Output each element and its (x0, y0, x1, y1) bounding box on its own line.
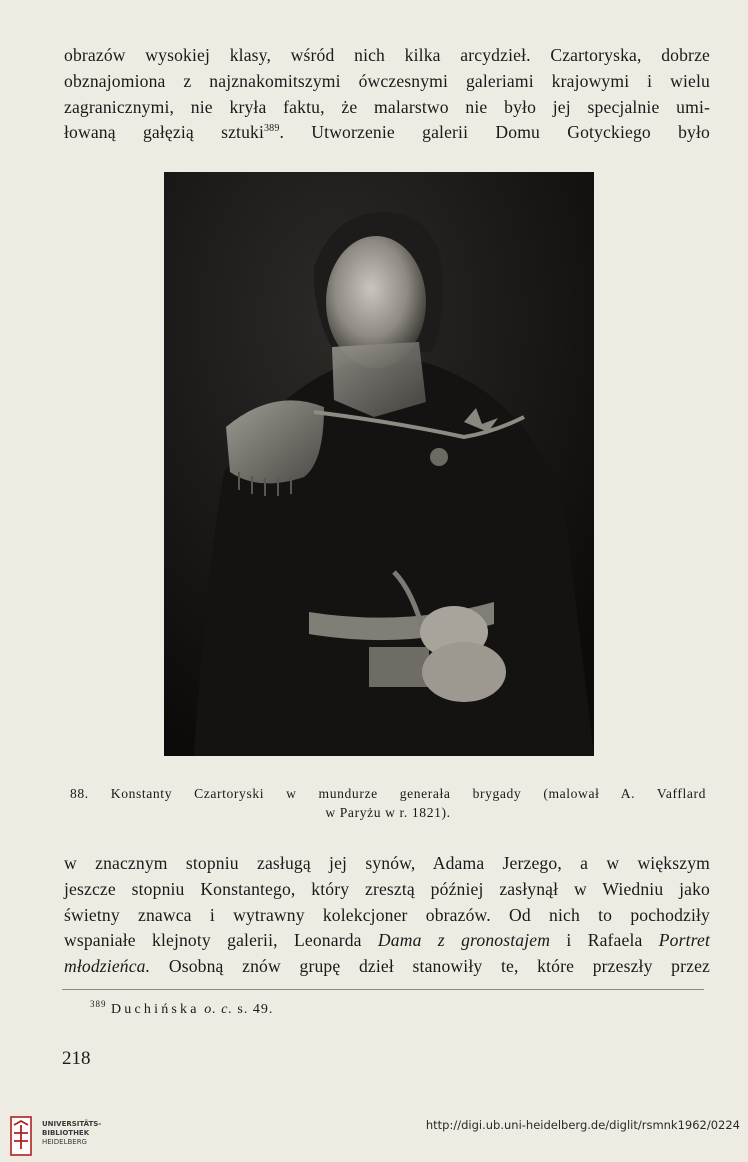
text-fragment: i Rafaela (550, 930, 659, 951)
caption-line: w Paryżu w r. 1821). (325, 805, 451, 820)
text-line: zagranicznymi, nie kryła faktu, że malarstwo nie było jej specjalnie umi- (64, 96, 710, 117)
text-line: obznajomiona z najznakomitszymi ówczesnymi galeriami krajowymi i wielu (64, 70, 710, 91)
paragraph-bottom (64, 851, 710, 980)
footnote-author: Duchińska (111, 1002, 200, 1017)
text-fragment: . Utworzenie galerii Domu Gotyckiego było (279, 122, 710, 143)
footnote-reference[interactable]: 389 (264, 123, 280, 135)
source-url[interactable]: http://digi.ub.uni-heidelberg.de/diglit/rsmnk1962/0224 (425, 1118, 740, 1132)
text-line (64, 954, 710, 980)
artwork-title: Portret (658, 930, 711, 951)
library-logo-icon (8, 1113, 34, 1157)
library-name (42, 1120, 101, 1147)
library-line: UNIVERSITÄTS- (42, 1120, 102, 1128)
footnote (90, 999, 274, 1018)
text-line: obrazów wysokiej klasy, wśród nich kilka arcydzieł. Czartoryska, dobrze (64, 45, 710, 65)
footnote-abbr: o. c. (204, 1002, 233, 1017)
footnote-divider (62, 989, 704, 990)
text-line (64, 928, 710, 954)
text-line: w znacznym stopniu zasługą jej synów, Adama Jerzego, a w większym (64, 853, 710, 873)
text-fragment: wspaniałe klejnoty galerii, Leonarda (64, 930, 378, 951)
text-line (64, 120, 710, 146)
figure-caption (70, 784, 706, 822)
footnote-number: 389 (90, 999, 107, 1009)
text-line: świetny znawca i wytrawny kolekcjoner obrazów. Od nich to pochodziły (64, 904, 710, 925)
text-fragment: Osobną znów grupę dzieł stanowiły te, które przeszły przez (150, 956, 710, 977)
text-fragment: łowaną gałęzią sztuki (64, 122, 265, 143)
library-line: BIBLIOTHEK (42, 1129, 90, 1137)
portrait-figure (164, 172, 594, 756)
portrait-image (164, 172, 594, 756)
library-line: HEIDELBERG (42, 1138, 87, 1146)
caption-line: 88. Konstanty Czartoryski w mundurze generała brygady (malował A. Vafflard (70, 786, 706, 801)
page-number: 218 (62, 1048, 91, 1069)
artwork-title: młodzieńca. (64, 956, 151, 977)
paragraph-top (64, 43, 710, 146)
footnote-page: s. 49. (237, 1002, 274, 1017)
text-line: jeszcze stopniu Konstantego, który zresztą później zasłynął w Wiedniu jako (64, 878, 710, 899)
artwork-title: Dama z gronostajem (377, 930, 551, 951)
